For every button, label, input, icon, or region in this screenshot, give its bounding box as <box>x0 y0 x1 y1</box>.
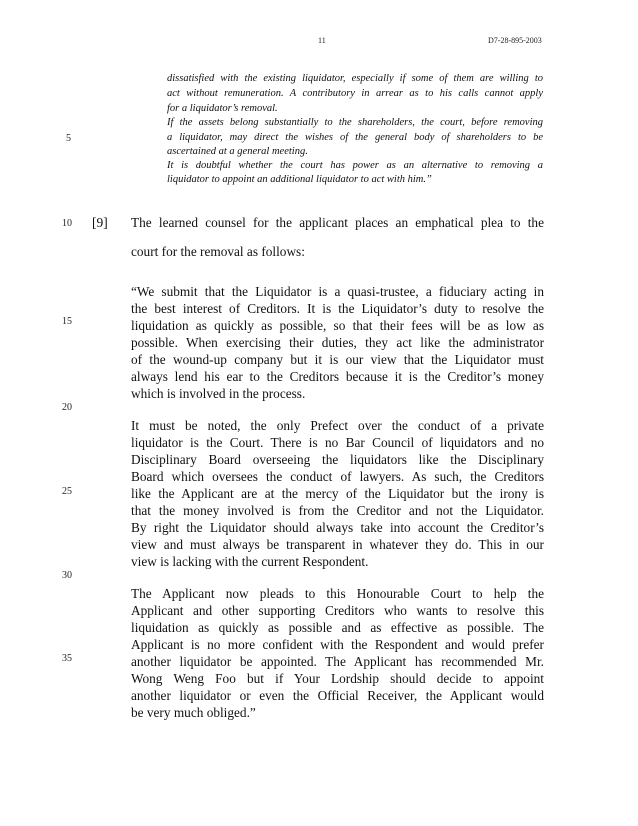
body-line: It must be noted, the only Prefect over the conduct of a private <box>131 418 544 433</box>
body-line: the best interest of Creditors. It is the Liquidator’s duty to resolve the <box>131 301 544 316</box>
body-line: which is involved in the process. <box>131 386 306 401</box>
body-line: Applicant is no more confident with the Respondent and would prefer <box>131 637 544 652</box>
body-line: court for the removal as follows: <box>131 244 305 259</box>
body-line: another liquidator be appointed. The Applicant has recommended Mr. <box>131 654 544 669</box>
line-number-35: 35 <box>62 653 72 664</box>
line-number-15: 15 <box>62 316 72 327</box>
line-number-25: 25 <box>62 486 72 497</box>
body-line: Applicant and other supporting Creditors who wants to resolve this <box>131 603 544 618</box>
quote-line: liquidator to appoint an additional liquidator to act with him.” <box>167 174 432 185</box>
body-line: liquidator is the Court. There is no Bar Council of liquidators and no <box>131 435 544 450</box>
body-line: like the Applicant are at the mercy of the Liquidator but the irony is <box>131 486 544 501</box>
line-number-30: 30 <box>62 570 72 581</box>
quote-line: ascertained at a general meeting. <box>167 146 308 157</box>
quote-line: act without remuneration. A contributory in arrear as to his calls cannot apply <box>167 88 543 99</box>
body-line: possible. When exercising their duties, they act like the administrator <box>131 335 544 350</box>
paragraph-number: [9] <box>92 215 108 230</box>
quote-line: If the assets belong substantially to the shareholders, the court, before removing <box>167 117 543 128</box>
line-number-5: 5 <box>66 133 71 144</box>
body-line: liquidation as quickly as possible, so that their fees will be as low as <box>131 318 544 333</box>
body-line: By right the Liquidator should always take into account the Creditor’s <box>131 520 544 535</box>
body-line: Board which oversees the conduct of lawyers. As such, the Creditors <box>131 469 544 484</box>
body-line: always lend his ear to the Creditors because it is the Creditor’s money <box>131 369 544 384</box>
body-line: of the wound-up company but it is our view that the Liquidator must <box>131 352 544 367</box>
body-line: Disciplinary Board overseeing the liquidators like the Disciplinary <box>131 452 544 467</box>
line-number-20: 20 <box>62 402 72 413</box>
quote-line: a liquidator, may direct the wishes of the general body of shareholders to be <box>167 132 543 143</box>
quote-line: for a liquidator’s removal. <box>167 103 278 114</box>
body-line: that the money involved is from the Creditor and not the Liquidator. <box>131 503 544 518</box>
body-line: liquidation as quickly as possible and as effective as possible. The <box>131 620 544 635</box>
body-line: The Applicant now pleads to this Honourable Court to help the <box>131 586 544 601</box>
body-line: another liquidator or even the Official Receiver, the Applicant would <box>131 688 544 703</box>
case-number: D7-28-895-2003 <box>488 36 542 45</box>
line-number-10: 10 <box>62 218 72 229</box>
page-number: 11 <box>318 36 326 45</box>
body-line: view and must always be transparent in whatever they do. This in our <box>131 537 544 552</box>
body-line: be very much obliged.” <box>131 705 256 720</box>
body-line: view is lacking with the current Respondent. <box>131 554 369 569</box>
body-line: “We submit that the Liquidator is a quasi-trustee, a fiduciary acting in <box>131 284 544 299</box>
body-line: Wong Weng Foo but if Your Lordship should decide to appoint <box>131 671 544 686</box>
quote-line: dissatisfied with the existing liquidator, especially if some of them are willing to <box>167 73 543 84</box>
quote-line: It is doubtful whether the court has power as an alternative to removing a <box>167 160 543 171</box>
body-line: The learned counsel for the applicant places an emphatical plea to the <box>131 215 544 230</box>
